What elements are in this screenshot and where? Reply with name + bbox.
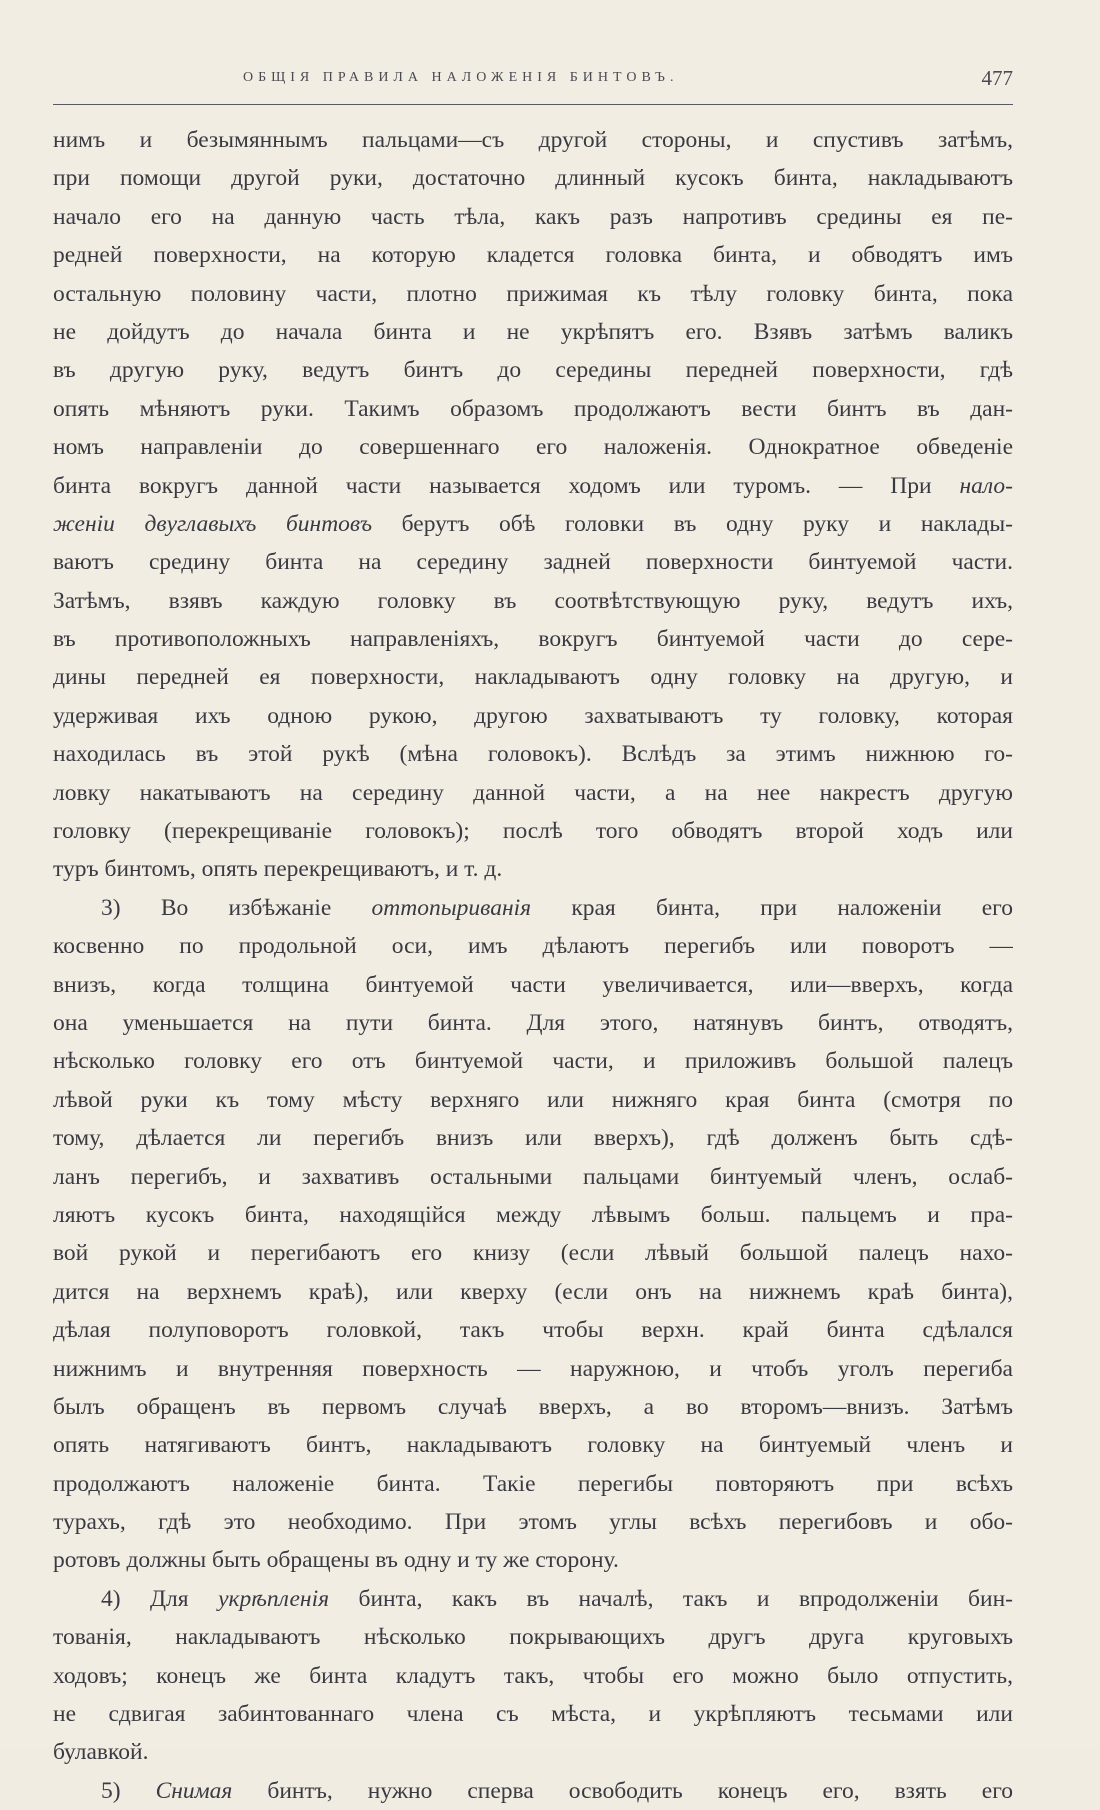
running-head xyxy=(53,66,1013,96)
text-run: въ противоположныхъ направленіяхъ, вокругъ бинтуемой части до сере- xyxy=(53,626,1013,653)
text-run: при помощи другой руки, достаточно длинный кусокъ бинта, накладываютъ xyxy=(53,165,1013,192)
text-run: берутъ обѣ головки въ одну руку и наклады- xyxy=(372,510,1013,537)
text-run: 4) Для xyxy=(101,1585,219,1612)
text-run: былъ обращенъ въ первомъ случаѣ вверхъ, а во второмъ—внизъ. Затѣмъ xyxy=(53,1393,1013,1420)
text-line xyxy=(53,543,1013,581)
text-line xyxy=(53,774,1013,812)
text-run: удерживая ихъ одною рукою, другою захватываютъ ту головку, которая xyxy=(53,702,1013,729)
text-run: опять натягиваютъ бинтъ, накладываютъ головку на бинтуемый членъ и xyxy=(53,1432,1013,1459)
text-line xyxy=(53,351,1013,389)
text-run: лѣвой руки къ тому мѣсту верхняго или нижняго края бинта (смотря по xyxy=(53,1086,1013,1113)
text-run: ланъ перегибъ, и захвативъ остальными пальцами бинтуемый членъ, ослаб- xyxy=(53,1163,1013,1190)
text-line xyxy=(53,1196,1013,1234)
text-run: бинта, какъ въ началѣ, такъ и впродолженіи бин- xyxy=(329,1585,1013,1612)
text-run: въ другую руку, ведутъ бинтъ до середины передней поверхности, гдѣ xyxy=(53,357,1013,384)
text-line xyxy=(53,1042,1013,1080)
text-line xyxy=(53,1465,1013,1503)
italic-term: Снимая xyxy=(155,1777,233,1804)
italic-term: женіи двуглавыхъ бинтовъ xyxy=(53,510,373,537)
body-text xyxy=(53,121,1013,1810)
text-line xyxy=(53,1695,1013,1733)
text-line xyxy=(53,275,1013,313)
text-line xyxy=(53,1234,1013,1272)
text-run: находилась въ этой рукѣ (мѣна головокъ). Вслѣдъ за этимъ нижнюю го- xyxy=(53,741,1013,768)
text-line xyxy=(53,735,1013,773)
text-line xyxy=(53,927,1013,965)
text-line xyxy=(53,1657,1013,1695)
text-line xyxy=(53,467,1013,505)
text-run: тованія, накладываютъ нѣсколько покрывающихъ другъ друга круговыхъ xyxy=(53,1624,1013,1651)
text-line xyxy=(53,1503,1013,1541)
text-run: края бинта, при наложеніи его xyxy=(531,894,1013,921)
text-line xyxy=(53,1350,1013,1388)
italic-term: оттопыриванія xyxy=(371,894,532,921)
text-run: дѣлая полуповоротъ головкой, такъ чтобы верхн. край бинта сдѣлался xyxy=(53,1317,1013,1344)
page-number: 477 xyxy=(981,66,1013,90)
text-line xyxy=(53,236,1013,274)
text-line xyxy=(53,505,1013,543)
text-line xyxy=(53,889,1013,927)
text-run: нимъ и безымяннымъ пальцами—съ другой стороны, и спустивъ затѣмъ, xyxy=(53,127,1013,153)
running-title: ОБЩІЯ ПРАВИЛА НАЛОЖЕНІЯ БИНТОВЪ. xyxy=(243,70,679,85)
text-run: внизъ, когда толщина бинтуемой части увеличивается, или—вверхъ, когда xyxy=(53,971,1013,998)
text-line xyxy=(53,390,1013,428)
text-run: Затѣмъ, взявъ каждую головку въ соотвѣтствующую руку, ведутъ ихъ, xyxy=(53,587,1013,614)
text-run: 5) xyxy=(101,1777,156,1804)
text-line xyxy=(53,1388,1013,1426)
text-line xyxy=(53,582,1013,620)
text-line xyxy=(53,1158,1013,1196)
text-run: бинтъ, нужно сперва освободить конецъ его, взять его xyxy=(232,1777,1013,1804)
text-line xyxy=(53,1733,1013,1771)
text-line xyxy=(53,1618,1013,1656)
text-run: 3) Во избѣжаніе xyxy=(101,894,372,921)
text-line xyxy=(53,1273,1013,1311)
text-line xyxy=(53,1541,1013,1579)
text-run: вой рукой и перегибаютъ его книзу (если лѣвый большой палецъ нахо- xyxy=(53,1240,1013,1267)
text-run: начало его на данную часть тѣла, какъ разъ напротивъ средины ея пе- xyxy=(53,203,1013,230)
italic-term: укрѣпленія xyxy=(218,1585,330,1612)
text-run: ловку накатываютъ на середину данной части, а на нее накрестъ другую xyxy=(53,779,1013,806)
text-line xyxy=(53,1119,1013,1157)
text-line xyxy=(53,1426,1013,1464)
text-run: нѣсколько головку его отъ бинтуемой части, и приложивъ большой палецъ xyxy=(53,1048,1013,1075)
text-run: бинта вокругъ данной части называется ходомъ или туромъ. — При xyxy=(53,472,960,499)
text-run: ходовъ; конецъ же бинта кладутъ такъ, чтобы его можно было отпустить, xyxy=(53,1662,1013,1689)
text-line xyxy=(53,620,1013,658)
text-run: турахъ, гдѣ это необходимо. При этомъ углы всѣхъ перегибовъ и обо- xyxy=(53,1509,1013,1536)
text-run: косвенно по продольной оси, имъ дѣлаютъ перегибъ или поворотъ — xyxy=(53,933,1013,960)
italic-term: нало- xyxy=(959,472,1013,499)
text-run: булавкой. xyxy=(53,1739,149,1766)
text-run: не дойдутъ до начала бинта и не укрѣпятъ его. Взявъ затѣмъ валикъ xyxy=(53,318,1013,345)
text-run: не сдвигая забинтованнаго члена съ мѣста, и укрѣпляютъ тесьмами или xyxy=(53,1701,1013,1728)
text-line xyxy=(53,159,1013,197)
text-line xyxy=(53,1311,1013,1349)
text-line xyxy=(53,658,1013,696)
text-run: дины передней ея поверхности, накладываютъ одну головку на другую, и xyxy=(53,664,1013,691)
text-run: номъ направленіи до совершеннаго его наложенія. Однократное обведеніе xyxy=(53,434,1013,461)
text-run: продолжаютъ наложеніе бинта. Такіе перегибы повторяютъ при всѣхъ xyxy=(53,1470,1013,1497)
text-run: тому, дѣлается ли перегибъ внизъ или вверхъ), гдѣ долженъ быть сдѣ- xyxy=(53,1125,1013,1152)
text-line xyxy=(53,1772,1013,1810)
text-run: ваютъ средину бинта на середину задней поверхности бинтуемой части. xyxy=(53,549,1013,576)
text-line xyxy=(53,198,1013,236)
text-line xyxy=(53,812,1013,850)
text-run: ротовъ должны быть обращены въ одну и ту же сторону. xyxy=(53,1547,619,1574)
text-run: остальную половину части, плотно прижимая къ тѣлу головку бинта, пока xyxy=(53,280,1013,307)
text-line xyxy=(53,966,1013,1004)
text-line xyxy=(53,1004,1013,1042)
text-run: дится на верхнемъ краѣ), или кверху (если онъ на нижнемъ краѣ бинта), xyxy=(53,1278,1013,1305)
text-run: головку (перекрещиваніе головокъ); послѣ того обводятъ второй ходъ или xyxy=(53,818,1013,845)
text-run: нижнимъ и внутренняя поверхность — наружною, и чтобъ уголъ перегиба xyxy=(53,1355,1013,1382)
text-run: она уменьшается на пути бинта. Для этого, натянувъ бинтъ, отводятъ, xyxy=(53,1009,1013,1036)
text-run: ляютъ кусокъ бинта, находящійся между лѣвымъ больш. пальцемъ и пра- xyxy=(53,1201,1013,1228)
text-line xyxy=(53,850,1013,888)
text-run: опять мѣняютъ руки. Такимъ образомъ продолжаютъ вести бинтъ въ дан- xyxy=(53,395,1013,422)
text-line xyxy=(53,121,1013,159)
text-line xyxy=(53,1580,1013,1618)
header-rule xyxy=(53,104,1013,105)
text-line xyxy=(53,1081,1013,1119)
text-line xyxy=(53,428,1013,466)
text-run: туръ бинтомъ, опять перекрещиваютъ, и т. д. xyxy=(53,856,503,883)
text-line xyxy=(53,313,1013,351)
text-run: редней поверхности, на которую кладется головка бинта, и обводятъ имъ xyxy=(53,242,1013,269)
text-line xyxy=(53,697,1013,735)
